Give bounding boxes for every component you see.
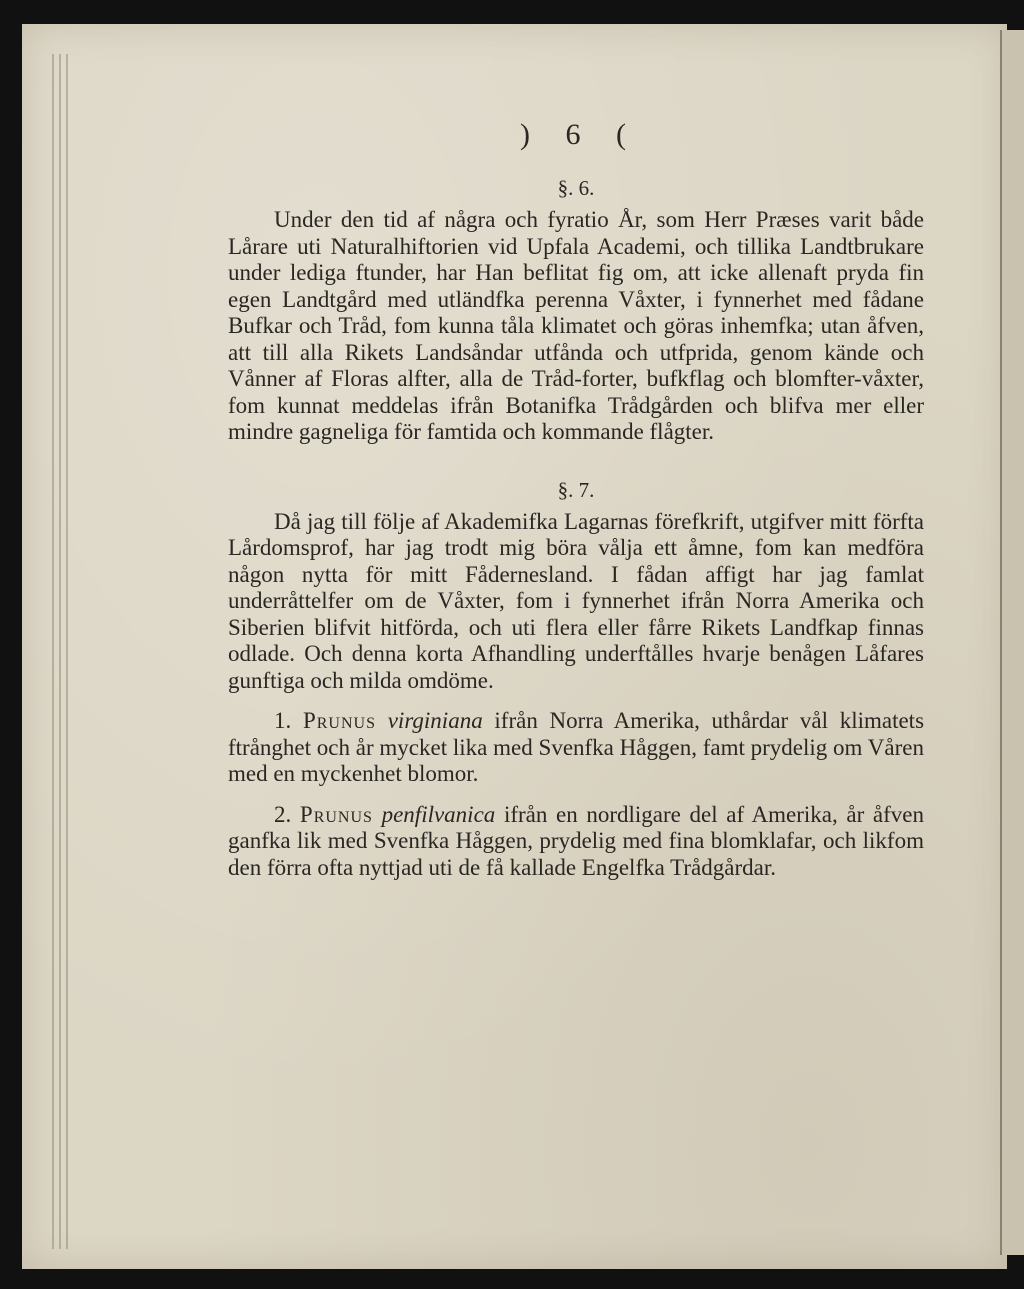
page-content	[228, 118, 924, 881]
paragraph: Då jag till följe af Akademifka Lagarnas förefkrift, utgifver mitt förfta Lårdomsprof, har jag trodt mig böra vålja ett åmne, fom kan medföra någon nytta för mitt Fådernesland. I fådan affigt har jag famlat underråttelfer om de Våxter, fom i fynnerhet ifrån Norra Amerika och Siberien blifvit hitförda, och uti flera eller fårre Rikets Landfkap finnas odlade. Och denna korta Afhandling underftålles hvarje benågen Låfares gunftiga och milda omdöme.	[228, 508, 924, 693]
section-mark: §. 7.	[557, 477, 595, 502]
page-edge-line	[66, 54, 68, 1249]
page-edge-line	[59, 54, 61, 1249]
genus-name: Prunus	[299, 801, 373, 827]
running-head-page-number: ) 6 (	[520, 118, 640, 151]
section-mark: §. 6.	[557, 176, 595, 200]
list-number: 1.	[274, 708, 292, 733]
paragraph: Under den tid af några och fyratio År, som Herr Præses varit både Lårare uti Naturalhiftorien vid Upfala Academi, och tillika Landtbrukare under lediga ftunder, har Han beflitat fig om, att icke allenaft pryda fin egen Landtgård med utländfka perenna Våxter, i fynnerhet med fådane Bufkar och Tråd, fom kunna tåla klimatet och göras inhemfka; utan åfven, att till alla Rikets Landsåndar utfånda och utfprida, genom kände och Vånner af Floras alfter, alla de Tråd-forter, bufkflag och blomfter-våxter, fom kunnat meddelas ifrån Botanifka Trådgården och blifva mer eller mindre gagneliga för famtida och kommande flågter.	[228, 207, 924, 444]
species-name: penfilvanica	[381, 801, 496, 827]
species-name: virginiana	[387, 708, 483, 733]
list-text: ifrån Norra Amerika, uthårdar vål klimatets ftrånghet och år mycket lika med Svenfka Håggen, famt prydelig om Våren med en myckenhet blomor.	[228, 708, 925, 786]
list-item	[228, 708, 924, 788]
adjacent-page-edge	[1000, 30, 1024, 1255]
page-edge-line	[52, 54, 54, 1249]
list-item	[228, 802, 924, 882]
list-number: 2.	[274, 801, 292, 827]
genus-name: Prunus	[302, 708, 376, 733]
list-text: ifrån en nordligare del af Amerika, år åfven ganfka lik med Svenfka Håggen, prydelig med fina blomklafar, och likfom den förra ofta nyttjad uti de få kallade Engelfka Trådgårdar.	[228, 801, 925, 880]
